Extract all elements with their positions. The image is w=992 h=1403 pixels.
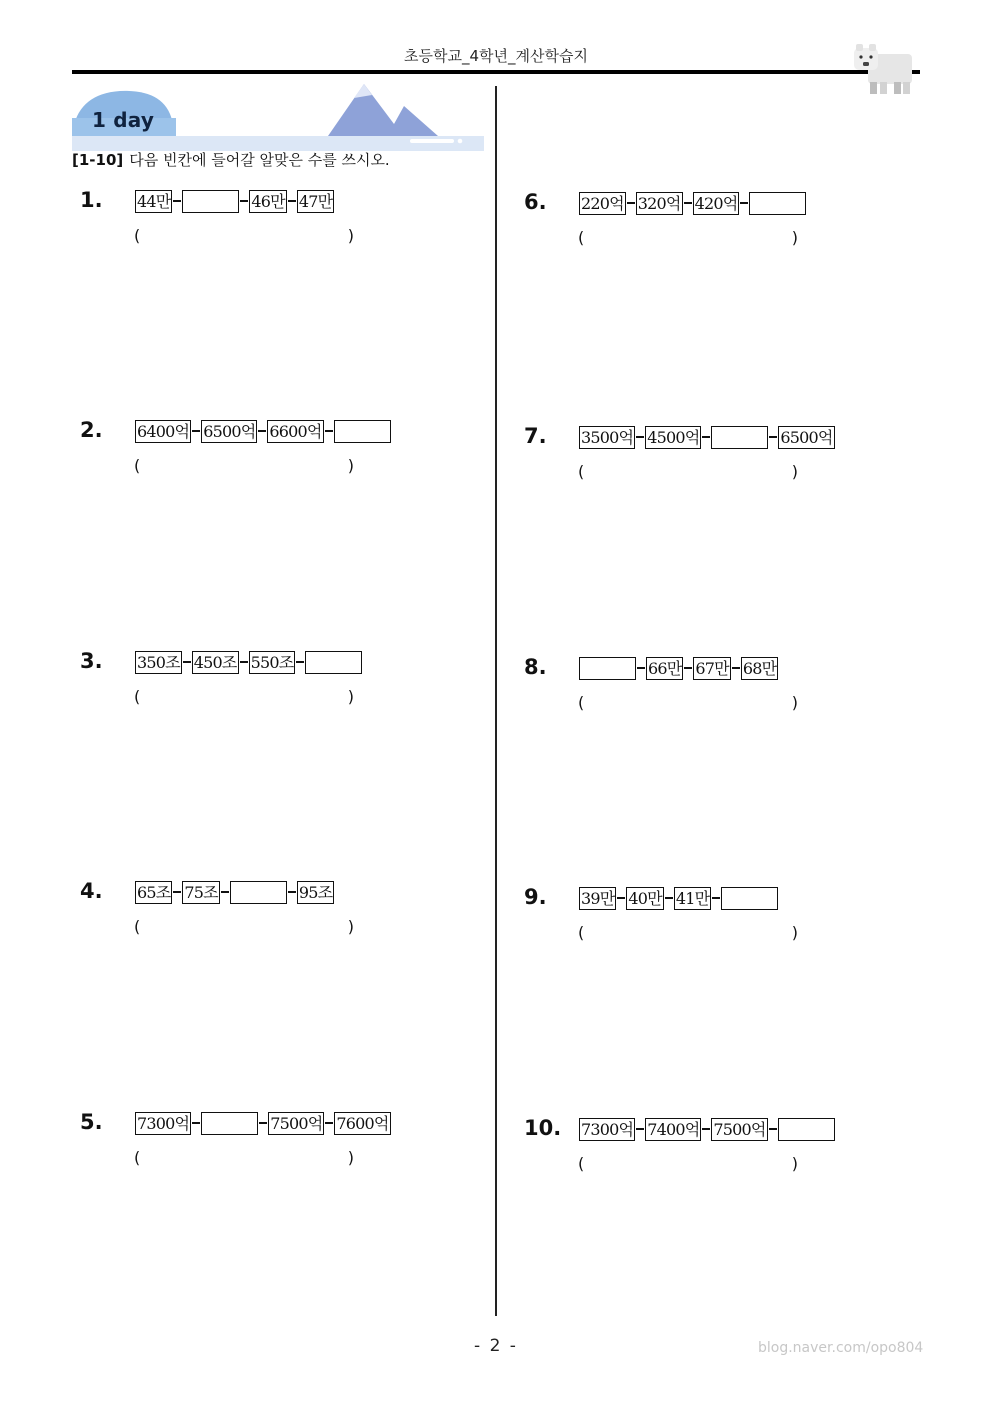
sequence-term: 68만 bbox=[742, 658, 777, 678]
question-number: 5. bbox=[80, 1110, 103, 1134]
sequence-connector bbox=[769, 1128, 777, 1129]
problem-4 bbox=[80, 879, 480, 949]
question-number: 1. bbox=[80, 188, 103, 212]
sequence-term: 550조 bbox=[250, 652, 294, 672]
number-sequence bbox=[579, 190, 806, 216]
problem-7 bbox=[524, 424, 924, 494]
open-paren: ( bbox=[578, 923, 585, 942]
close-paren: ) bbox=[347, 687, 354, 706]
sequence-connector bbox=[183, 661, 191, 662]
sequence-connector bbox=[258, 430, 266, 431]
sequence-connector bbox=[637, 667, 645, 668]
close-paren: ) bbox=[347, 1148, 354, 1167]
sequence-connector bbox=[712, 897, 720, 898]
sequence-term: 95조 bbox=[298, 882, 333, 902]
sequence-term: 6600억 bbox=[269, 421, 322, 441]
answer-field[interactable] bbox=[134, 226, 354, 248]
problem-1 bbox=[80, 188, 480, 258]
sequence-term: 6500억 bbox=[780, 427, 833, 447]
sequence-connector bbox=[173, 200, 181, 201]
instruction bbox=[72, 149, 390, 170]
sequence-connector bbox=[240, 200, 248, 201]
worksheet-title: 초등학교_4학년_계산학습지 bbox=[404, 47, 588, 65]
blank-box[interactable] bbox=[334, 420, 391, 443]
sequence-term: 450조 bbox=[193, 652, 237, 672]
close-paren: ) bbox=[791, 693, 798, 712]
problem-8 bbox=[524, 655, 924, 725]
instruction-range: [1-10] bbox=[72, 151, 124, 169]
open-paren: ( bbox=[134, 226, 141, 245]
problem-10 bbox=[524, 1116, 924, 1186]
number-sequence bbox=[135, 188, 334, 214]
instruction-text: 다음 빈칸에 들어갈 알맞은 수를 쓰시오. bbox=[129, 151, 390, 169]
open-paren: ( bbox=[134, 687, 141, 706]
sequence-term: 46만 bbox=[251, 191, 285, 211]
sequence-connector bbox=[221, 891, 229, 892]
sequence-term: 420억 bbox=[694, 193, 738, 213]
sequence-connector bbox=[296, 661, 304, 662]
blank-box[interactable] bbox=[749, 192, 806, 215]
open-paren: ( bbox=[134, 1148, 141, 1167]
blank-box[interactable] bbox=[230, 881, 287, 904]
open-paren: ( bbox=[578, 693, 585, 712]
answer-field[interactable] bbox=[134, 917, 354, 939]
sequence-term: 39만 bbox=[581, 888, 615, 908]
sequence-connector bbox=[702, 436, 710, 437]
answer-field[interactable] bbox=[134, 687, 354, 709]
blank-box[interactable] bbox=[579, 657, 636, 680]
problem-3 bbox=[80, 649, 480, 719]
blank-box[interactable] bbox=[721, 887, 778, 910]
question-number: 3. bbox=[80, 649, 103, 673]
sequence-connector bbox=[665, 897, 673, 898]
sequence-term: 7500억 bbox=[270, 1113, 323, 1133]
sequence-connector bbox=[192, 1122, 200, 1123]
number-sequence bbox=[135, 418, 391, 444]
header-rule bbox=[72, 70, 920, 74]
sequence-connector bbox=[192, 430, 200, 431]
sequence-term: 41만 bbox=[675, 888, 710, 908]
close-paren: ) bbox=[791, 923, 798, 942]
answer-field[interactable] bbox=[578, 1154, 798, 1176]
sequence-connector bbox=[259, 1122, 267, 1123]
sequence-term: 66만 bbox=[648, 658, 682, 678]
sequence-connector bbox=[769, 436, 777, 437]
sequence-connector bbox=[288, 200, 296, 201]
sequence-connector bbox=[325, 430, 333, 431]
answer-field[interactable] bbox=[578, 462, 798, 484]
question-number: 4. bbox=[80, 879, 103, 903]
number-sequence bbox=[579, 424, 835, 450]
sequence-connector bbox=[240, 661, 248, 662]
question-number: 10. bbox=[524, 1116, 562, 1140]
answer-field[interactable] bbox=[134, 1148, 354, 1170]
close-paren: ) bbox=[347, 917, 354, 936]
number-sequence bbox=[579, 655, 778, 681]
answer-field[interactable] bbox=[134, 456, 354, 478]
sequence-term: 7500억 bbox=[713, 1119, 766, 1139]
question-number: 6. bbox=[524, 190, 547, 214]
number-sequence bbox=[135, 879, 334, 905]
sequence-term: 6400억 bbox=[137, 421, 190, 441]
sequence-connector bbox=[740, 202, 748, 203]
open-paren: ( bbox=[578, 462, 585, 481]
number-sequence bbox=[135, 1110, 391, 1136]
answer-field[interactable] bbox=[578, 228, 798, 250]
sequence-connector bbox=[627, 202, 635, 203]
number-sequence bbox=[135, 649, 362, 675]
number-sequence bbox=[579, 1116, 835, 1142]
problem-9 bbox=[524, 885, 924, 955]
close-paren: ) bbox=[347, 226, 354, 245]
answer-field[interactable] bbox=[578, 923, 798, 945]
sequence-connector bbox=[617, 897, 625, 898]
problem-6 bbox=[524, 190, 924, 260]
open-paren: ( bbox=[134, 456, 141, 475]
sequence-term: 44만 bbox=[137, 191, 171, 211]
number-sequence bbox=[579, 885, 778, 911]
polar-bear-icon bbox=[852, 44, 916, 96]
sequence-term: 65조 bbox=[137, 882, 171, 902]
sequence-connector bbox=[636, 1128, 644, 1129]
sequence-term: 7300억 bbox=[581, 1119, 634, 1139]
sequence-term: 3500억 bbox=[581, 427, 634, 447]
sequence-term: 350조 bbox=[137, 652, 180, 672]
sequence-connector bbox=[702, 1128, 710, 1129]
question-number: 8. bbox=[524, 655, 547, 679]
blank-box[interactable] bbox=[305, 651, 362, 674]
blank-box[interactable] bbox=[182, 190, 239, 213]
sequence-term: 75조 bbox=[184, 882, 218, 902]
sequence-connector bbox=[732, 667, 740, 668]
close-paren: ) bbox=[791, 1154, 798, 1173]
open-paren: ( bbox=[578, 1154, 585, 1173]
sequence-term: 67만 bbox=[695, 658, 729, 678]
sequence-term: 6500억 bbox=[203, 421, 256, 441]
close-paren: ) bbox=[791, 228, 798, 247]
sequence-term: 7400억 bbox=[647, 1119, 700, 1139]
sequence-connector bbox=[173, 891, 181, 892]
sequence-term: 47만 bbox=[298, 191, 333, 211]
question-number: 9. bbox=[524, 885, 547, 909]
sequence-connector bbox=[684, 667, 692, 668]
open-paren: ( bbox=[134, 917, 141, 936]
open-paren: ( bbox=[578, 228, 585, 247]
problem-5 bbox=[80, 1110, 480, 1180]
watermark: blog.naver.com/opo804 bbox=[758, 1340, 924, 1356]
sequence-term: 320억 bbox=[637, 193, 681, 213]
question-number: 7. bbox=[524, 424, 547, 448]
day-label: 1 day bbox=[92, 108, 155, 132]
blank-box[interactable] bbox=[201, 1112, 258, 1135]
sequence-term: 7300억 bbox=[137, 1113, 190, 1133]
sequence-connector bbox=[288, 891, 296, 892]
question-number: 2. bbox=[80, 418, 103, 442]
sequence-connector bbox=[325, 1122, 333, 1123]
close-paren: ) bbox=[791, 462, 798, 481]
blank-box[interactable] bbox=[778, 1118, 835, 1141]
column-divider bbox=[495, 86, 497, 1316]
close-paren: ) bbox=[347, 456, 354, 475]
sequence-term: 220억 bbox=[581, 193, 624, 213]
page-number: - 2 - bbox=[474, 1336, 518, 1356]
problem-2 bbox=[80, 418, 480, 488]
sequence-connector bbox=[684, 202, 692, 203]
sequence-term: 7600억 bbox=[336, 1113, 389, 1133]
sequence-connector bbox=[636, 436, 644, 437]
sequence-term: 4500억 bbox=[647, 427, 700, 447]
blank-box[interactable] bbox=[711, 426, 768, 449]
answer-field[interactable] bbox=[578, 693, 798, 715]
sequence-term: 40만 bbox=[628, 888, 662, 908]
